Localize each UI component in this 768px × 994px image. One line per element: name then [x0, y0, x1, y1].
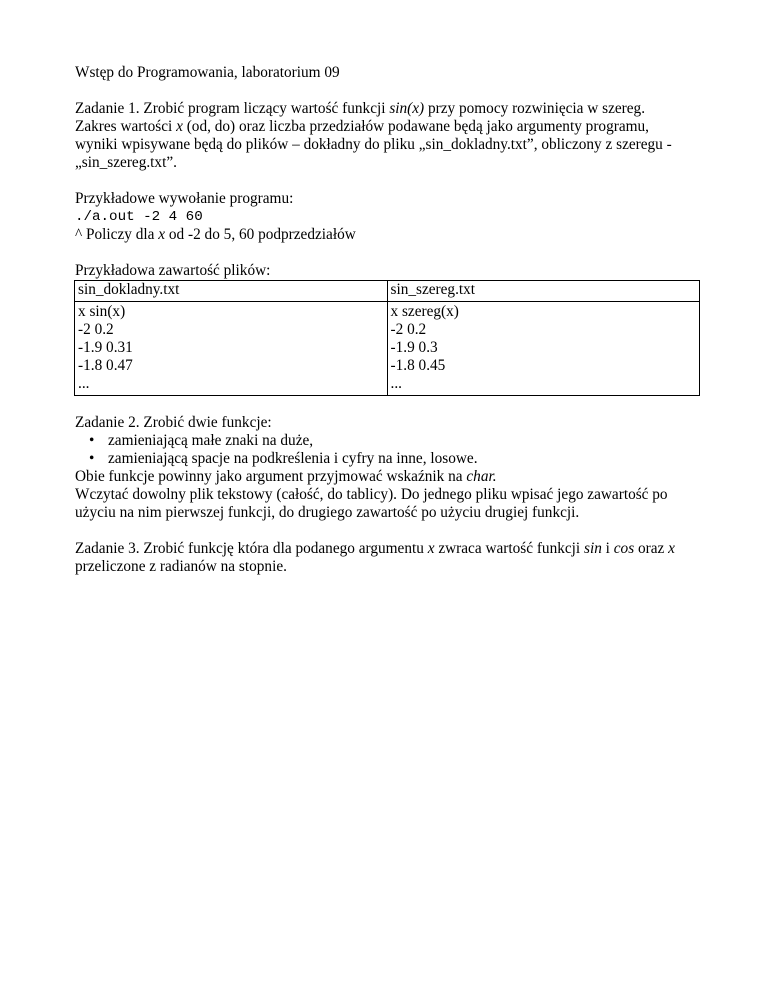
example-command: ./a.out -2 4 60 — [75, 209, 203, 225]
task-1-line-3: wyniki wpisywane będą do plików – dokładny do pliku „sin_dokladny.txt”, obliczony z szeregu - — [75, 136, 672, 153]
example-call-note: ^ Policzy dla x od -2 do 5, 60 podprzedziałów — [75, 226, 356, 243]
task-1-line-4: „sin_szereg.txt”. — [75, 154, 177, 171]
header-sin-szereg: sin_szereg.txt — [387, 281, 700, 302]
list-item: • zamieniającą spacje na podkreślenia i cyfry na inne, losowe. — [89, 450, 478, 467]
task-1-line-2: Zakres wartości x (od, do) oraz liczba przedziałów podawane będą jako argumenty programu, — [75, 118, 649, 135]
task-3 — [75, 540, 700, 576]
cell-line: ... — [78, 375, 90, 392]
cell-line: -2 0.2 — [78, 321, 114, 338]
task-1-line-1: Zadanie 1. Zrobić program liczący wartość funkcji sin(x) przy pomocy rozwinięcia w szereg. — [75, 100, 646, 117]
task-2-line-2: Obie funkcje powinny jako argument przyjmować wskaźnik na char. — [75, 468, 497, 485]
document-title: Wstęp do Programowania, laboratorium 09 — [75, 64, 340, 81]
task-2-line-3: Wczytać dowolny plik tekstowy (całość, do tablicy). Do jednego pliku wpisać jego zawartość po — [75, 486, 668, 503]
cell-line: -1.9 0.3 — [390, 339, 438, 356]
bullet-icon: • — [89, 432, 95, 449]
header-sin-dokladny: sin_dokladny.txt — [75, 281, 388, 302]
task-2 — [75, 414, 700, 522]
task-3-line-1: Zadanie 3. Zrobić funkcję która dla podanego argumentu x zwraca wartość funkcji sin i cos oraz x — [75, 540, 675, 557]
task-2-line-1: Zadanie 2. Zrobić dwie funkcje: — [75, 414, 272, 431]
cell-sin-dokladny — [75, 302, 388, 396]
task-2-line-4: użyciu na nim pierwszej funkcji, do drugiego zawartość po użyciu drugiej funkcji. — [75, 504, 580, 521]
cell-line: -1.8 0.45 — [390, 357, 446, 374]
cell-line: -2 0.2 — [390, 321, 427, 338]
task-3-line-2: przeliczone z radianów na stopnie. — [75, 558, 287, 575]
task-2-list — [75, 432, 700, 468]
cell-sin-szereg — [387, 302, 700, 396]
task-1 — [75, 100, 700, 172]
file-example-label: Przykładowa zawartość plików: — [75, 262, 271, 279]
table-row — [75, 302, 700, 396]
file-example — [75, 262, 700, 396]
cell-line: -1.8 0.47 — [78, 357, 133, 374]
document-page — [75, 64, 700, 576]
table-header-row — [75, 281, 700, 302]
file-contents-table — [74, 280, 700, 396]
example-call-label: Przykładowe wywołanie programu: — [75, 190, 294, 207]
example-call — [75, 190, 700, 244]
list-item: • zamieniającą małe znaki na duże, — [89, 432, 314, 449]
cell-line: x szereg(x) — [390, 303, 459, 320]
cell-line: x sin(x) — [78, 303, 126, 320]
cell-line: ... — [390, 375, 402, 392]
bullet-icon: • — [89, 450, 95, 467]
cell-line: -1.9 0.31 — [78, 339, 133, 356]
